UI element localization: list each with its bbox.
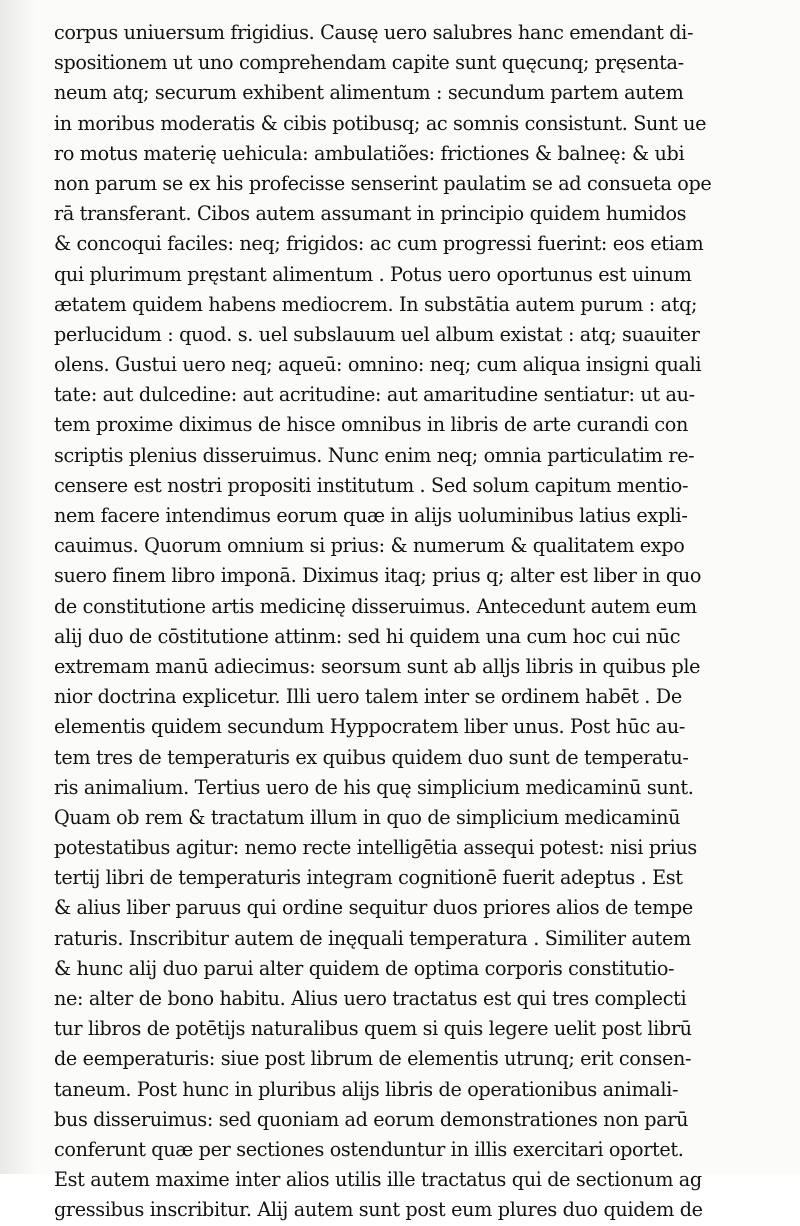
text-line-21: alij duo de cōstitutione attinm: sed hi quidem una cum hoc cui nūc bbox=[54, 624, 681, 648]
text-line-20: de constitutione artis medicinę disseruimus. Antecedunt autem eum bbox=[54, 594, 697, 618]
text-line-31: raturis. Inscribitur autem de inęquali temperatura . Similiter autem bbox=[54, 926, 691, 950]
text-line-38: conferunt quæ per sectiones ostenduntur in illis exercitari oportet. bbox=[54, 1137, 684, 1161]
text-line-28: potestatibus agitur: nemo recte intelligētia assequi potest: nisi prius bbox=[54, 836, 697, 860]
text-line-36: taneum. Post hunc in pluribus alijs libris de operationibus animali- bbox=[54, 1077, 679, 1101]
text-line-40: gressibus inscribitur. Alij autem sunt post eum plures duo quidem de bbox=[54, 1198, 703, 1222]
text-line-25: tem tres de temperaturis ex quibus quidem duo sunt de temperatu- bbox=[54, 745, 689, 769]
text-line-27: Quam ob rem & tractatum illum in quo de simplicium medicaminū bbox=[54, 805, 681, 829]
text-line-4: in moribus moderatis & cibis potibusq; ac somnis consistunt. Sunt ue bbox=[54, 111, 707, 135]
text-line-9: qui plurimum pręstant alimentum . Potus uero oportunus est uinum bbox=[54, 262, 692, 286]
text-line-32: & hunc alij duo parui alter quidem de optima corporis constitutio- bbox=[54, 956, 675, 980]
text-line-24: elementis quidem secundum Hyppocratem liber unus. Post hūc au- bbox=[54, 715, 686, 739]
text-line-3: neum atq; securum exhibent alimentum : secundum partem autem bbox=[54, 81, 684, 105]
text-line-7: rā transferant. Cibos autem assumant in principio quidem humidos bbox=[54, 202, 687, 226]
text-line-33: ne: alter de bono habitu. Alius uero tractatus est qui tres complecti bbox=[54, 987, 687, 1010]
text-line-23: nior doctrina explicetur. Illi uero talem inter se ordinem habēt . De bbox=[54, 685, 682, 709]
text-line-8: & concoqui faciles: neq; frigidos: ac cum progressi fuerint: eos etiam bbox=[54, 232, 704, 256]
text-line-17: nem facere intendimus eorum quæ in alijs uoluminibus latius expli- bbox=[54, 504, 688, 527]
text-line-26: ris animalium. Tertius uero de his quę simplicium medicaminū sunt. bbox=[54, 775, 694, 799]
text-line-39: Est autem maxime inter alios utilis ille tractatus qui de sectionum ag bbox=[54, 1168, 702, 1192]
page-gutter-shadow bbox=[0, 0, 36, 1174]
text-line-1: corpus uniuersum frigidius. Causę uero salubres hanc emendant di- bbox=[54, 21, 694, 44]
text-line-10: ætatem quidem habens mediocrem. In substātia autem purum : atq; bbox=[54, 292, 698, 316]
text-line-30: & alius liber paruus qui ordine sequitur duos priores alios de tempe bbox=[54, 896, 693, 920]
body-text-block bbox=[54, 18, 738, 1226]
text-line-22: extremam manū adiecimus: seorsum sunt ab alljs libris in quibus ple bbox=[54, 654, 701, 678]
text-line-2: spositionem ut uno comprehendam capite sunt quęcunq; pręsenta- bbox=[54, 51, 684, 75]
text-line-13: tate: aut dulcedine: aut acritudine: aut amaritudine sentiatur: ut au- bbox=[54, 383, 695, 407]
text-line-35: de eemperaturis: siue post librum de elementis utrunq; erit consen- bbox=[54, 1047, 692, 1071]
text-line-11: perlucidum : quod. s. uel subslauum uel album existat : atq; suauiter bbox=[54, 322, 700, 346]
text-line-14: tem proxime diximus de hisce omnibus in libris de arte curandi con bbox=[54, 413, 689, 437]
text-line-29: tertij libri de temperaturis integram cognitionē fuerit adeptus . Est bbox=[54, 866, 683, 890]
text-line-18: cauimus. Quorum omnium si prius: & numerum & qualitatem expo bbox=[54, 534, 685, 558]
text-line-15: scriptis plenius disseruimus. Nunc enim neq; omnia particulatim re- bbox=[54, 443, 695, 467]
text-line-16: censere est nostri propositi institutum . Sed solum capitum mentio- bbox=[54, 473, 689, 497]
text-line-19: suero finem libro imponā. Diximus itaq; prius q; alter est liber in quo bbox=[54, 564, 702, 588]
text-line-37: bus disseruimus: sed quoniam ad eorum demonstrationes non parū bbox=[54, 1107, 689, 1131]
text-line-12: olens. Gustui uero neq; aqueū: omnino: neq; cum aliqua insigni quali bbox=[54, 353, 702, 377]
text-line-6: non parum se ex his profecisse senserint paulatim se ad consueta ope bbox=[54, 171, 712, 195]
text-line-34: tur libros de potētijs naturalibus quem si quis legere uelit post librū bbox=[54, 1017, 692, 1041]
text-line-5: ro motus materię uehicula: ambulatiões: frictiones & balneę: & ubi bbox=[54, 141, 685, 165]
